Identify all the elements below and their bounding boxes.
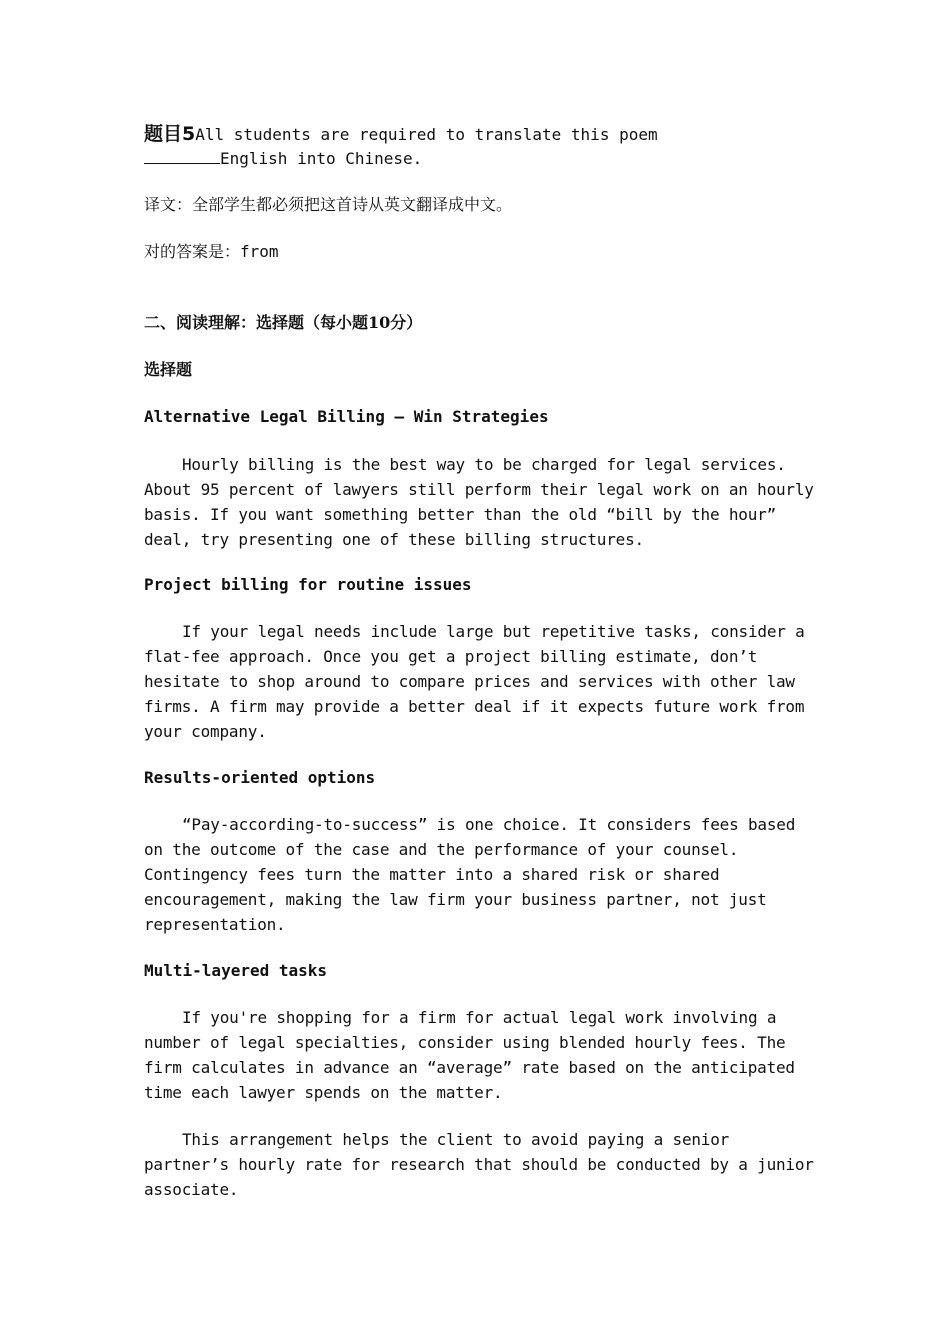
question-5-line2 bbox=[144, 147, 814, 171]
question-number: 题目5 bbox=[144, 123, 196, 145]
question-text-cont: English into Chinese. bbox=[220, 149, 423, 168]
answer-blank bbox=[144, 149, 220, 164]
section-subtitle: 选择题 bbox=[144, 360, 193, 379]
article-intro: Hourly billing is the best way to be charged for legal services. About 95 percent of lawyers still perform their legal work on an hourly basis. If you want something better than the old “bill by the hour” deal, try presenting one of these billing structures. bbox=[144, 455, 814, 549]
section-heading: Results-oriented options bbox=[144, 768, 376, 787]
section-title: 二、阅读理解：选择题（每小题10分） bbox=[144, 313, 423, 332]
section-heading: Project billing for routine issues bbox=[144, 575, 472, 594]
section-paragraph: If your legal needs include large but repetitive tasks, consider a flat-fee approach. Once you get a project billing estimate, don’t hesitate to shop around to compare prices and services with other law firms. A firm may provide a better deal if it expects future work from your company. bbox=[144, 622, 805, 741]
section-heading: Multi-layered tasks bbox=[144, 961, 328, 980]
section-paragraph: “Pay-according-to-success” is one choice. It considers fees based on the outcome of the case and the performance of your counsel. Contingency fees turn the matter into a shared risk or shared encouragement, making the law firm your business partner, not just representation. bbox=[144, 815, 796, 934]
translation: 译文：全部学生都必须把这首诗从英文翻译成中文。 bbox=[144, 195, 513, 214]
section-paragraph: If you're shopping for a firm for actual legal work involving a number of legal specialties, consider using blended hourly fees. The firm calculates in advance an “average” rate based on the anticipated time each lawyer spends on the matter. bbox=[144, 1008, 795, 1102]
answer-label: 对的答案是： bbox=[144, 242, 241, 261]
section-paragraph: This arrangement helps the client to avoid paying a senior partner’s hourly rate for research that should be conducted by a junior associate. bbox=[144, 1130, 814, 1199]
question-5-line1 bbox=[144, 122, 814, 147]
answer-value: from bbox=[240, 242, 279, 261]
document-page bbox=[144, 122, 814, 1202]
answer-line bbox=[144, 240, 814, 264]
question-text: All students are required to translate this poem bbox=[195, 125, 658, 144]
article-title: Alternative Legal Billing – Win Strategies bbox=[144, 407, 549, 426]
